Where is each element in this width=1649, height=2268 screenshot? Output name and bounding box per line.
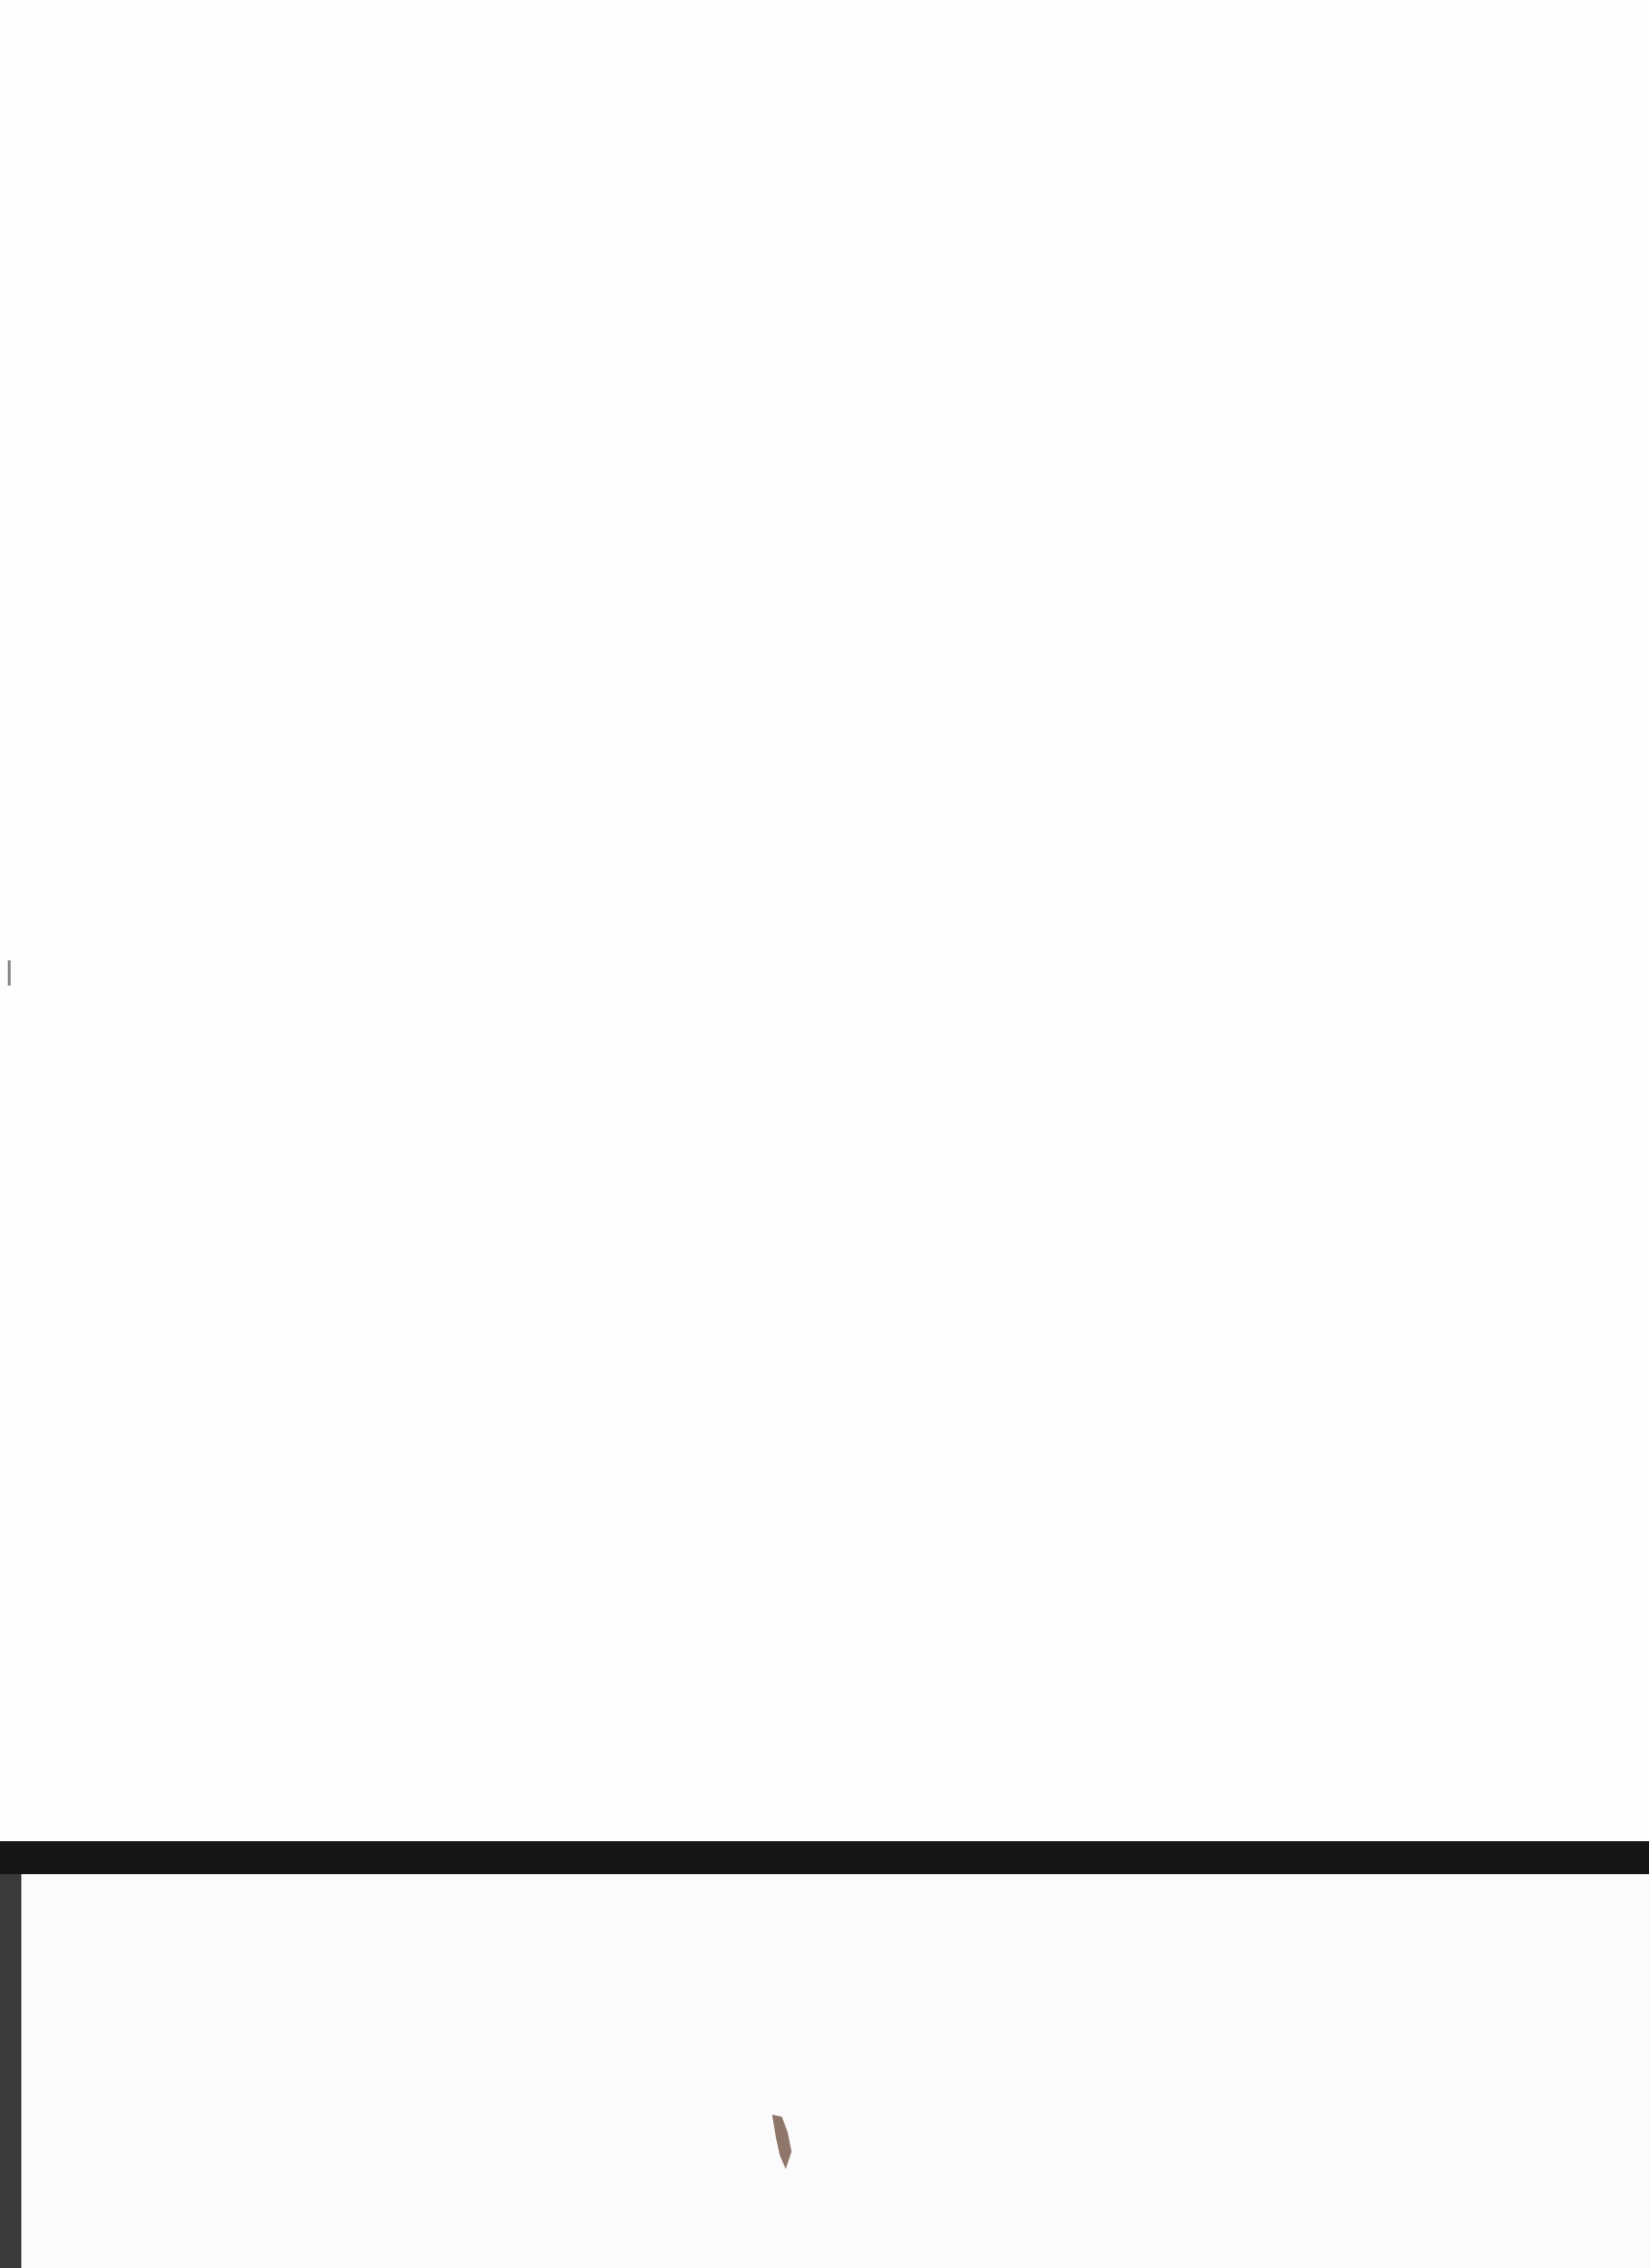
scan-blank-area <box>0 1874 1649 2268</box>
scan-dark-edge <box>0 1874 21 2268</box>
smudge-mark <box>768 2113 793 2171</box>
scan-mark <box>8 960 11 986</box>
scan-edge-bar <box>0 1841 1649 1874</box>
